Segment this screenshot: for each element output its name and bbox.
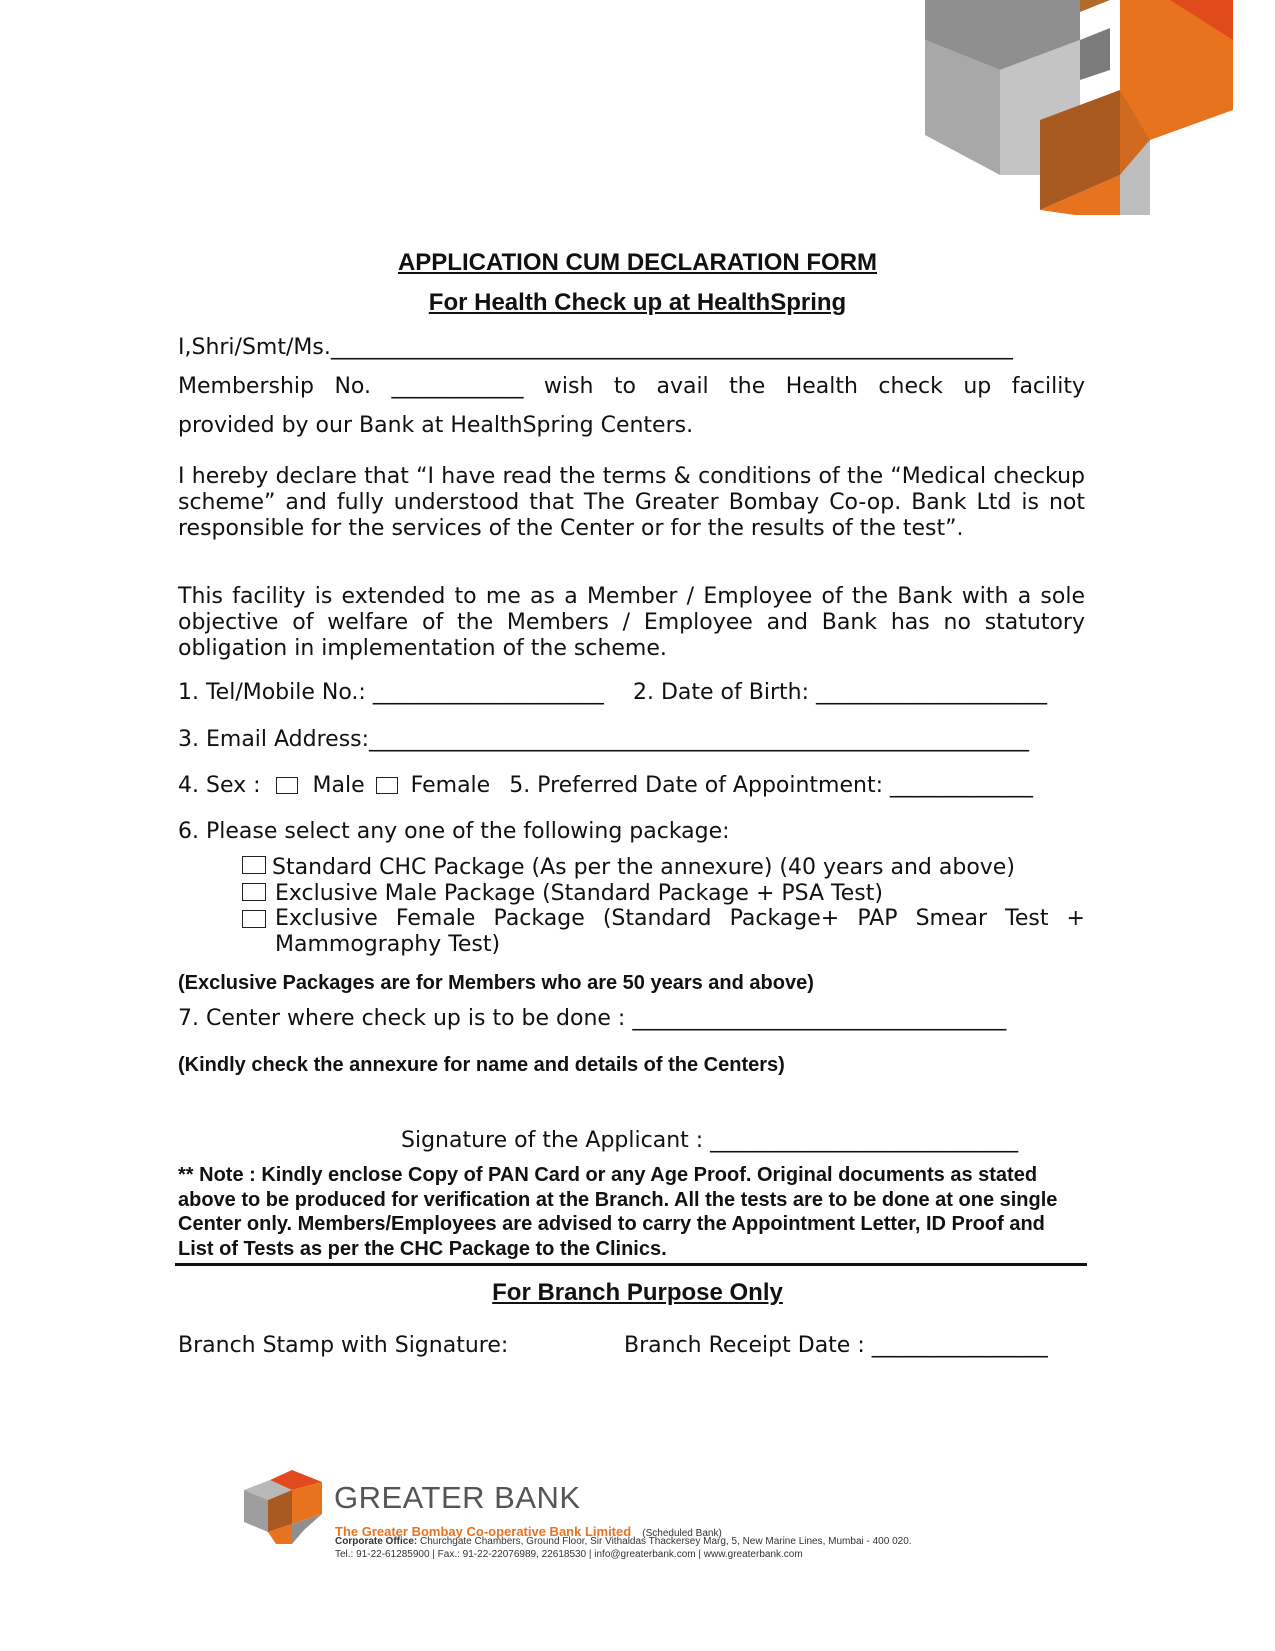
section-divider (175, 1263, 1087, 1266)
exclusive-note: (Exclusive Packages are for Members who are 50 years and above) (178, 972, 814, 994)
male-checkbox[interactable] (276, 777, 298, 794)
sex-row (178, 773, 1033, 799)
footer-brand-name: GREATER BANK (334, 1480, 581, 1515)
female-checkbox[interactable] (376, 777, 398, 794)
footer-office-address: Churchgate Chambers, Ground Floor, Sir Vithaldas Thackersey Marg, 5, New Marine Lines, Mumbai - 400 020. (420, 1536, 912, 1547)
package-standard-label: Standard CHC Package (As per the annexure) (40 years and above) (272, 855, 1015, 880)
tel-field[interactable]: 1. Tel/Mobile No.: _____________________ (178, 680, 604, 705)
package-female-label: Exclusive Female Package (Standard Package+ PAP Smear Test + Mammography Test) (275, 906, 1085, 957)
package-male-label: Exclusive Male Package (Standard Package + PSA Test) (275, 881, 883, 906)
declaration-paragraph: I hereby declare that “I have read the terms & conditions of the “Medical checkup scheme” and fully understood that The Greater Bombay Co-op. Bank Ltd is not responsible for the services of the Center or for the results of the test”. (178, 464, 1085, 541)
header-logo-graphic (920, 0, 1240, 220)
documents-note: ** Note : Kindly enclose Copy of PAN Card or any Age Proof. Original documents as stated above to be produced for verification at the Branch. All the tests are to be done at one single Center only. Members/Employees are advised to carry the Appointment Letter, ID Proof and List of Tests as per the CHC Package to the Clinics. (178, 1164, 1058, 1260)
dob-field[interactable]: 2. Date of Birth: _____________________ (633, 680, 1047, 705)
email-field[interactable]: 3. Email Address:____________________________________________________________ (178, 727, 1030, 752)
form-title: APPLICATION CUM DECLARATION FORM (397, 249, 878, 276)
footer-office-line (335, 1536, 912, 1547)
sex-label: 4. Sex : (178, 773, 261, 798)
appointment-field[interactable]: 5. Preferred Date of Appointment: _____________ (509, 773, 1033, 798)
membership-line[interactable]: Membership No. ____________ wish to avail the Health check up facility (178, 374, 1085, 399)
package-standard-checkbox[interactable] (242, 856, 266, 874)
branch-heading: For Branch Purpose Only (492, 1279, 783, 1306)
footer-logo-icon (240, 1470, 330, 1545)
footer-office-label: Corporate Office: (335, 1536, 418, 1547)
footer-bank-name: The Greater Bombay Co-operative Bank Limited (335, 1524, 632, 1539)
male-label: Male (312, 773, 365, 798)
provided-line: provided by our Bank at HealthSpring Centers. (178, 413, 694, 438)
branch-receipt-field[interactable]: Branch Receipt Date : ________________ (624, 1333, 1048, 1358)
package-male-checkbox[interactable] (242, 883, 266, 901)
facility-paragraph: This facility is extended to me as a Member / Employee of the Bank with a sole objective of welfare of the Members / Employee and Bank has no statutory obligation in implementation of the scheme. (178, 584, 1085, 661)
female-label: Female (410, 773, 491, 798)
signature-field[interactable]: Signature of the Applicant : ____________________________ (401, 1128, 1019, 1153)
name-field-line[interactable]: I,Shri/Smt/Ms.______________________________________________________________ (178, 335, 1013, 360)
package-female-checkbox[interactable] (242, 910, 266, 928)
branch-stamp-label: Branch Stamp with Signature: (178, 1333, 509, 1358)
package-prompt: 6. Please select any one of the following package: (178, 819, 730, 844)
footer-scheduled: (Scheduled Bank) (642, 1528, 722, 1539)
center-field[interactable]: 7. Center where check up is to be done : __________________________________ (178, 1006, 1007, 1031)
center-note: (Kindly check the annexure for name and details of the Centers) (178, 1054, 785, 1076)
form-subtitle: For Health Check up at HealthSpring (428, 289, 847, 316)
footer-contact: Tel.: 91-22-61285900 | Fax.: 91-22-22076989, 22618530 | info@greaterbank.com | www.greaterbank.com (335, 1549, 803, 1560)
